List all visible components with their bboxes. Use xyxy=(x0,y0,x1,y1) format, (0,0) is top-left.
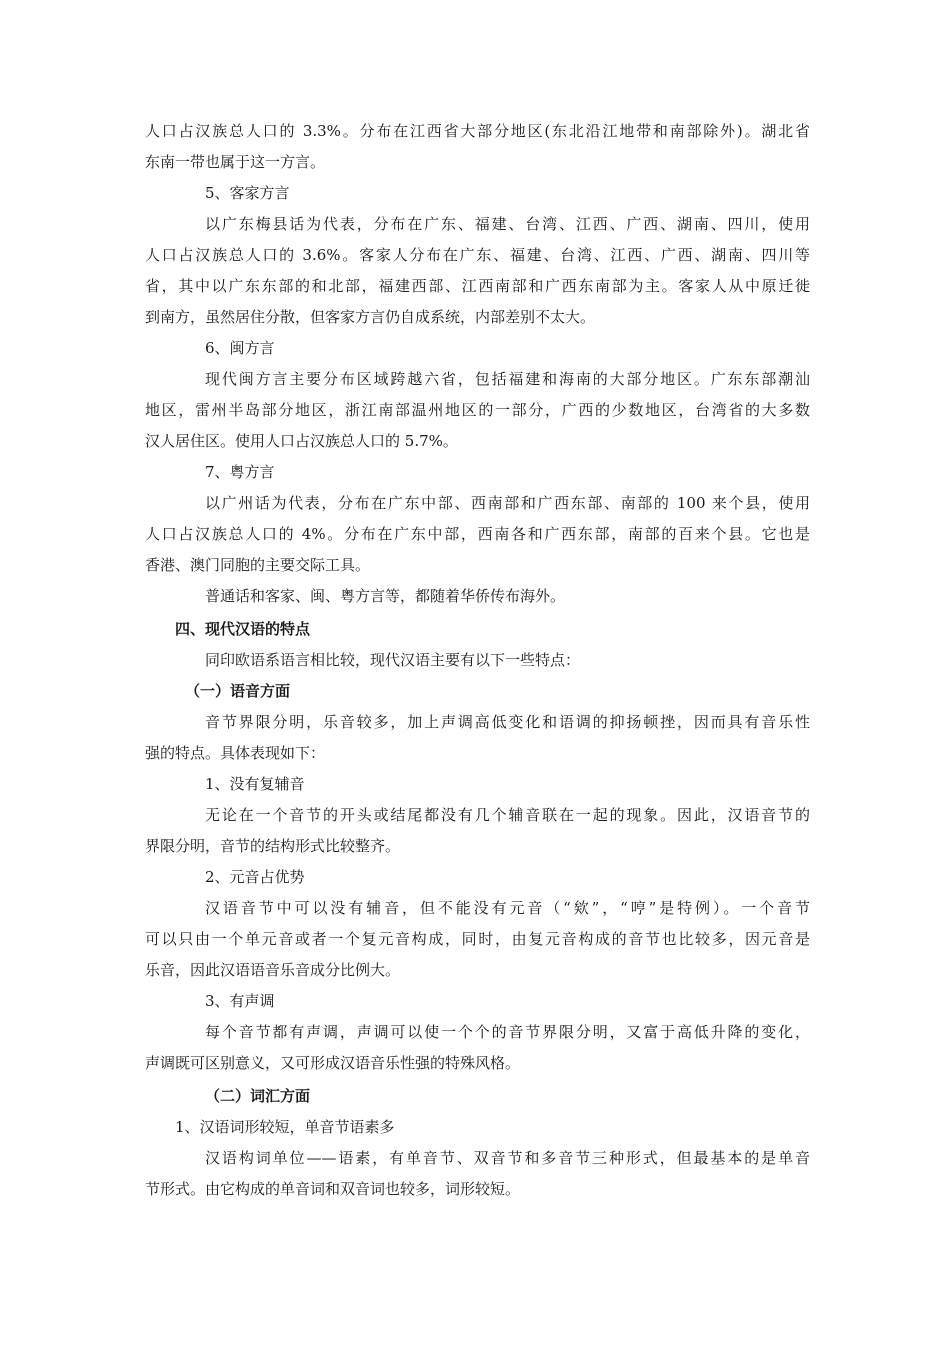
chapter-heading: 四、现代汉语的特点 xyxy=(175,620,311,638)
text-line: 香港、澳门同胞的主要交际工具。 xyxy=(145,556,371,574)
section-heading: 1、汉语词形较短，单音节语素多 xyxy=(175,1118,395,1136)
text-line: 每个音节都有声调，声调可以使一个个的音节界限分明，又富于高低升降的变化， xyxy=(205,1023,810,1041)
text-line: 强的特点。具体表现如下： xyxy=(145,744,326,762)
subsection-heading: （二）词汇方面 xyxy=(205,1087,311,1105)
text-line: 省，其中以广东东部的和北部，福建西部、江西南部和广西东南部为主。客家人从中原迁徙 xyxy=(145,277,810,295)
text-line: 人口占汉族总人口的 4%。分布在广东中部，西南各和广西东部，南部的百来个县。它也是 xyxy=(145,525,810,543)
text-line: 声调既可区别意义，又可形成汉语音乐性强的特殊风格。 xyxy=(145,1054,521,1072)
text-line: 界限分明，音节的结构形式比较整齐。 xyxy=(145,837,401,855)
text-line: 地区，雷州半岛部分地区，浙江南部温州地区的一部分，广西的少数地区，台湾省的大多数 xyxy=(145,401,810,419)
text-line: 乐音，因此汉语语音乐音成分比例大。 xyxy=(145,961,401,979)
text-line: 音节界限分明，乐音较多，加上声调高低变化和语调的抑扬顿挫，因而具有音乐性 xyxy=(205,713,810,731)
text-line: 汉语音节中可以没有辅音，但不能没有元音（“欸”，“哼”是特例）。一个音节 xyxy=(205,899,810,917)
text-line: 普通话和客家、闽、粤方言等，都随着华侨传布海外。 xyxy=(205,587,566,605)
section-heading: 7、粤方言 xyxy=(205,463,275,481)
section-heading: 6、闽方言 xyxy=(205,339,275,357)
text-line: 现代闽方言主要分布区域跨越六省，包括福建和海南的大部分地区。广东东部潮汕 xyxy=(205,370,810,388)
section-heading: 1、没有复辅音 xyxy=(205,775,305,793)
section-heading: 5、客家方言 xyxy=(205,184,290,202)
text-line: 以广州话为代表，分布在广东中部、西南部和广西东部、南部的 100 来个县，使用 xyxy=(205,494,810,512)
text-line: 到南方，虽然居住分散，但客家方言仍自成系统，内部差别不太大。 xyxy=(145,308,596,326)
text-line: 节形式。由它构成的单音词和双音词也较多，词形较短。 xyxy=(145,1180,521,1198)
section-heading: 2、元音占优势 xyxy=(205,868,305,886)
text-line: 汉语构词单位——语素，有单音节、双音节和多音节三种形式，但最基本的是单音 xyxy=(205,1149,810,1167)
text-line: 以广东梅县话为代表，分布在广东、福建、台湾、江西、广西、湖南、四川，使用 xyxy=(205,215,810,233)
text-line: 无论在一个音节的开头或结尾都没有几个辅音联在一起的现象。因此，汉语音节的 xyxy=(205,806,810,824)
text-line: 东南一带也属于这一方言。 xyxy=(145,153,326,171)
subsection-heading: （一）语音方面 xyxy=(185,682,291,700)
text-line: 人口占汉族总人口的 3.3%。分布在江西省大部分地区(东北沿江地带和南部除外)。湖北省 xyxy=(145,122,810,140)
text-line: 汉人居住区。使用人口占汉族总人口的 5.7%。 xyxy=(145,432,458,450)
text-line: 人口占汉族总人口的 3.6%。客家人分布在广东、福建、台湾、江西、广西、湖南、四川等 xyxy=(145,246,810,264)
text-line: 同印欧语系语言相比较，现代汉语主要有以下一些特点： xyxy=(205,651,581,669)
text-line: 可以只由一个单元音或者一个复元音构成，同时，由复元音构成的音节也比较多，因元音是 xyxy=(145,930,810,948)
section-heading: 3、有声调 xyxy=(205,992,275,1010)
